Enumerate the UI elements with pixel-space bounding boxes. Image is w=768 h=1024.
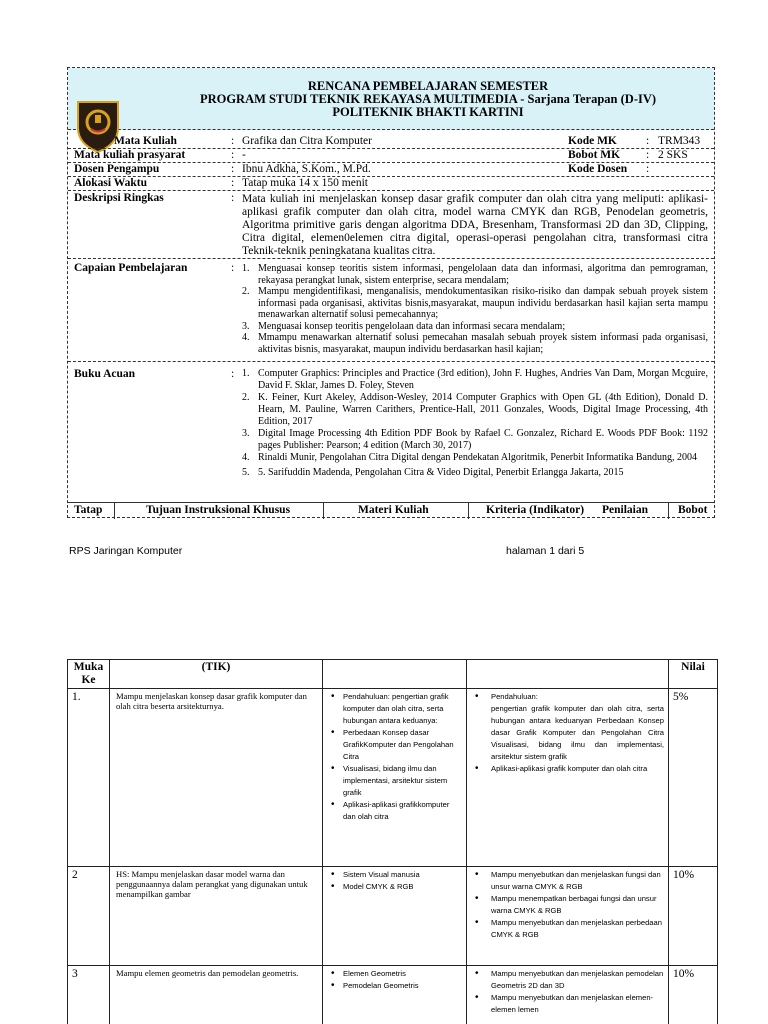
list-item: • Pendahuluan: pengertian grafik komputer dan olah citra, serta hubungan antara keduanyan Perbedaan Konsep dasar Grafik Komputer dan Pengolahan Citra Visualisasi, bidang ilmu dan implementasi, arsitektur sistem grafik [471,691,664,763]
kode-dosen-label: Kode Dosen [568,163,628,175]
row-alokasi [68,177,714,191]
row-matakuliah [68,135,714,149]
list-item: • Mampu menyebutkan dan menjelaskan perbedaan CMYK & RGB [471,917,664,941]
footer-document-name: RPS Jaringan Komputer [69,545,183,557]
buku-item: 4. Rinaldi Munir, Pengolahan Citra Digital dengan Pendekatan Algoritmik, Penerbit Informatika Bandung, 2004 [242,452,697,463]
document-header [68,68,714,130]
rps-table-header [68,502,714,518]
row-deskripsi [68,191,714,259]
kode-mk-value: TRM343 [658,135,701,147]
list-item: • Visualisasi, bidang ilmu dan implementasi, arsitektur sistem grafik [327,763,462,799]
kode-mk-label: Kode MK [568,135,617,147]
capaian-item: 2. Mampu mengidentifikasi, menganalisis, mendokumentasikan risiko-risiko dan dampak sebuah proyek sistem informasi pada organisasi, aktivitas bisnis,masyarakat, maupun individu berdasarkan hasil kajian serta mampu menawarkan alternatif solusi pemecahannya; [242,286,708,320]
buku-item: 1. Computer Graphics: Principles and Practice (3rd edition), John F. Hughes, Andries Van Dam, Morgan Mcguire, David F. Sklar, James D. Foley, Steven [242,368,708,391]
list-item: • Elemen Geometris [327,968,462,980]
colon: : [646,149,650,161]
row-nilai: 10% [669,867,718,966]
colon: : [646,163,650,175]
list-item: • Sistem Visual manusia [327,869,462,881]
dosen-value: Ibnu Adkha, S.Kom., M.Pd. [242,163,371,175]
head-kriteria [467,660,669,689]
table-row [68,966,718,1024]
head-materi [323,660,467,689]
table-row [68,689,718,867]
header-program: PROGRAM STUDI TEKNIK REKAYASA MULTIMEDIA - Sarjana Terapan (D-IV) [199,92,657,106]
list-item: • Mampu menyebutkan dan menjelaskan elemen- elemen lemen [471,992,664,1016]
list-item: • Pendahuluan: pengertian grafik komputer dan olah citra, serta hubungan antara keduanya: [327,691,462,727]
rps-document-page [67,67,715,518]
row-number: 3 [68,966,110,1024]
row-number: 2 [68,867,110,966]
buku-acuan-list [242,368,708,479]
row-dosen [68,163,714,177]
list-item: • Mampu menyebutkan dan menjelaskan fungsi dan unsur warna CMYK & RGB [471,869,664,893]
colon: : [231,177,235,189]
row-tik: Mampu menjelaskan konsep dasar grafik komputer dan olah citra beserta arsitekturnya. [110,689,323,867]
capaian-item: 3. Menguasai konsep teoritis pengelolaan data dan informasi secara mendalam; [242,320,566,332]
row-kriteria [467,689,669,867]
row-materi [323,689,467,867]
buku-acuan-label: Buku Acuan [74,368,136,380]
colon: : [231,135,235,147]
head-tik: (TIK) [110,660,323,689]
row-materi [323,966,467,1024]
row-nilai: 5% [669,689,718,867]
row-prasyarat [68,149,714,163]
col-tatap: Tatap [74,504,103,516]
row-number: 1. [68,689,110,867]
row-kriteria [467,867,669,966]
row-nilai: 10% [669,966,718,1024]
capaian-item: 4. Mmampu menawarkan alternatif solusi pemecahan masalah sebuah proyek sistem informasi pada organisasi, aktivitas bisnis, masyarakat, maupun individu berdasarkan hasil kajian; [242,332,708,355]
col-bobot: Bobot [678,504,708,516]
footer-page-number: halaman 1 dari 5 [506,545,585,557]
matakuliah-value: Grafika dan Citra Komputer [242,135,372,147]
list-item: • Model CMYK & RGB [327,881,462,893]
buku-item: 3. Digital Image Processing 4th Edition PDF Book by Rafael C. Gonzalez, Richard E. Woods PDF Book: 1192 pages Publisher: Pearson; 4 edition (March 30, 2017) [242,428,708,451]
header-title: RENCANA PEMBELAJARAN SEMESTER [307,79,549,93]
colon: : [231,262,235,274]
matakuliah-label: Mata Kuliah [114,135,177,147]
bobot-mk-value: 2 SKS [658,149,688,161]
list-item: • Aplikasi-aplikasi grafik komputer dan olah citra [471,763,664,775]
buku-item: 2. K. Feiner, Kurt Akeley, Addison-Wesley, 2014 Computer Graphics with Open GL (4th Edition), Donald D. Hearn, M. Pauline, Warren Carithers, Prentice-Hall, 2011 Gonzales, Woods, Digital Image Processing, 4th Edition, 2017 [242,392,708,427]
col-tujuan: Tujuan Instruksional Khusus [146,504,291,516]
row-kriteria [467,966,669,1024]
header-institution: POLITEKNIK BHAKTI KARTINI [332,105,524,119]
deskripsi-text: Mata kuliah ini menjelaskan konsep dasar grafik computer dan olah citra yang meliputi: aplikasi-aplikasi grafik computer dan olah citra, model warna CMYK dan RGB, Penodelan geometris, Algoritma primitive garis dengan algoritma DDA, Bresenham, Transformasi 2D dan 3D, Clipping, Citra digital, elemen0elemen citra digital, operasi-operasi pengolahan citra, transformasi citra Teknik-teknik peningkatana kualitas citra. [242,193,708,257]
table-row [68,867,718,966]
prasyarat-value: - [242,149,246,161]
row-capaian [68,259,714,362]
list-item: • Pemodelan Geometris [327,980,462,992]
col-penilaian: Penilaian [602,504,649,516]
row-tik: HS: Mampu menjelaskan dasar model warna dan penggunaannya dalam perangkat yang digunakan untuk menampilkan gambar [110,867,323,966]
bobot-mk-label: Bobot MK [568,149,621,161]
colon: : [231,149,235,161]
rps-detail-table [67,659,718,1024]
col-materi: Materi Kuliah [358,504,429,516]
row-tik: Mampu elemen geometris dan pemodelan geometris. [110,966,323,1024]
list-item: • Perbedaan Konsep dasar GrafikKomputer dan Pengolahan Citra [327,727,462,763]
colon: : [231,192,235,204]
head-muka-ke: Muka Ke [68,660,110,689]
capaian-item: 1. Menguasai konsep teoritis sistem informasi, pengelolaan data dan informasi, algoritma dan pemrograman, rekayasa perangkat lunak, sistem enterprise, secara mendalam; [242,263,708,286]
capaian-list [242,263,708,355]
colon: : [231,368,235,380]
deskripsi-label: Deskripsi Ringkas [74,192,164,204]
prasyarat-label: Mata kuliah prasyarat [74,149,186,161]
colon: : [231,163,235,175]
alokasi-label: Alokasi Waktu [74,177,147,189]
list-item: • Aplikasi-aplikasi grafikkomputer dan olah citra [327,799,462,823]
list-item: • Mampu menyebutkan dan menjelaskan pemodelan Geometris 2D dan 3D [471,968,664,992]
table-header-row [68,660,718,689]
row-buku-acuan [68,362,714,502]
header-title-block [198,80,658,119]
buku-item: 5. 5. Sarifuddin Madenda, Pengolahan Citra & Video Digital, Penerbit Erlangga Jakarta, 2015 [242,467,624,478]
head-nilai: Nilai [669,660,718,689]
colon: : [646,135,650,147]
col-kriteria: Kriteria (Indikator) [486,504,585,516]
row-materi [323,867,467,966]
list-item: • Mampu menempatkan berbagai fungsi dan unsur warna CMYK & RGB [471,893,664,917]
dosen-label: Dosen Pengampu [74,163,160,175]
alokasi-value: Tatap muka 14 x 150 menit [242,177,368,189]
kriteria-detail: pengertian grafik komputer dan olah citra, serta hubungan antara keduanyan Perbedaan Konsep dasar Grafik Komputer dan Pengolahan Citra Visualisasi, bidang ilmu dan implementasi, arsitektur sistem grafik [491,704,664,761]
capaian-label: Capaian Pembelajaran [74,262,188,274]
